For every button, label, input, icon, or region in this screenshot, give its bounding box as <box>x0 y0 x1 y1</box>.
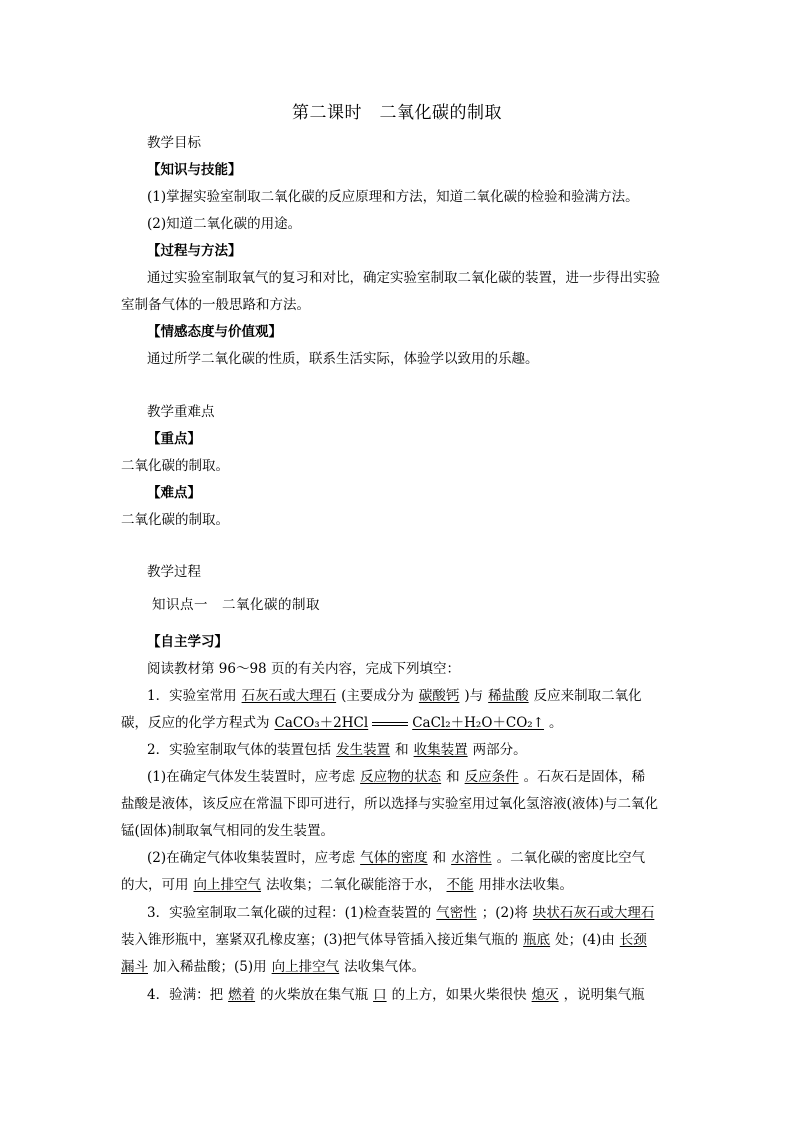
q3-text: 3．实验室制取二氧化碳的过程：(1)检查装置的 <box>147 905 432 921</box>
question-1-line-2 <box>121 713 691 733</box>
knowledge-point-heading: 知识点一 二氧化碳的制取 <box>152 597 320 613</box>
q2-answer-state: 反应物的状态 <box>360 769 442 785</box>
difficulty-text: 二氧化碳的制取。 <box>121 512 229 528</box>
q1-text: (主要成分为 <box>341 688 414 704</box>
equation-products: CaCl₂＋H₂O＋CO₂↑ <box>412 715 545 731</box>
q2-text: 法收集；二氧化碳能溶于水， <box>266 877 442 893</box>
knowledge-item-2: (2)知道二氧化碳的用途。 <box>147 216 302 232</box>
question-2-part-1-line-1 <box>147 767 687 787</box>
q1-answer-material: 石灰石或大理石 <box>241 688 337 704</box>
question-3-line-3 <box>121 957 691 977</box>
q2-answer-cannot: 不能 <box>446 877 474 893</box>
difficulty-heading: 【难点】 <box>147 485 201 501</box>
q2-text: (2)在确定气体收集装置时，应考虑 <box>147 850 356 866</box>
q3-answer-airtightness: 气密性 <box>436 905 477 921</box>
question-3-line-2 <box>121 930 691 950</box>
objectives-heading: 教学目标 <box>147 135 201 151</box>
focus-text: 二氧化碳的制取。 <box>121 458 229 474</box>
q3-text: 法收集气体。 <box>344 959 426 975</box>
q2-text: 。石灰石是固体，稀 <box>523 769 646 785</box>
q1-text: )与 <box>464 688 484 704</box>
q2-text: 和 <box>432 850 447 866</box>
q2-text: (1)在确定气体发生装置时，应考虑 <box>147 769 356 785</box>
q4-text: 的火柴放在集气瓶 <box>260 987 369 1003</box>
self-study-heading: 【自主学习】 <box>147 634 228 650</box>
question-2-part-2-line-1 <box>147 848 687 868</box>
q2-answer-generator: 发生装置 <box>336 742 391 758</box>
q1-text: 碳，反应的化学方程式为 <box>121 715 270 731</box>
q1-text: 反应来制取二氧化 <box>533 688 642 704</box>
q2-text: 用排水法收集。 <box>478 877 573 893</box>
q2-text: 两部分。 <box>472 742 527 758</box>
emotion-text: 通过所学二氧化碳的性质，联系生活实际，体验学以致用的乐趣。 <box>147 351 539 367</box>
q2-answer-density: 气体的密度 <box>360 850 428 866</box>
q4-text: ，说明集气瓶 <box>563 987 645 1003</box>
equation-reactants: CaCO₃＋2HCl <box>274 715 369 731</box>
q3-answer-bottom: 瓶底 <box>523 932 551 948</box>
q1-answer-component: 碳酸钙 <box>418 688 460 704</box>
question-2-part-1-line-3: 锰(固体)制取氧气相同的发生装置。 <box>121 823 335 839</box>
q2-text: 2．实验室制取气体的装置包括 <box>147 742 332 758</box>
q2-text: 的大，可用 <box>121 877 189 893</box>
process-section-heading: 教学过程 <box>147 564 201 580</box>
key-points-heading: 教学重难点 <box>147 404 215 420</box>
emotion-heading: 【情感态度与价值观】 <box>147 324 282 340</box>
page-title: 第二课时 二氧化碳的制取 <box>292 103 502 123</box>
q3-text: 装入锥形瓶中，塞紧双孔橡皮塞；(3)把气体导管插入接近集气瓶的 <box>121 932 519 948</box>
q3-answer-funnel-part-2: 漏斗 <box>121 959 148 975</box>
equals-sign <box>372 719 408 729</box>
q1-text: 。 <box>549 715 563 731</box>
process-text-1: 通过实验室制取氧气的复习和对比，确定实验室制取二氧化碳的装置，进一步得出实验 <box>147 270 660 286</box>
reading-instruction: 阅读教材第 96～98 页的有关内容，完成下列填空： <box>147 661 460 677</box>
knowledge-item-1: (1)掌握实验室制取二氧化碳的反应原理和方法，知道二氧化碳的检验和验满方法。 <box>147 189 639 205</box>
q2-answer-collector: 收集装置 <box>413 742 468 758</box>
q1-equation <box>270 715 550 731</box>
q3-answer-funnel-part-1: 长颈 <box>619 932 647 948</box>
question-1-line-1 <box>147 686 687 706</box>
q2-answer-solubility: 水溶性 <box>451 850 492 866</box>
q4-answer-burning: 燃着 <box>228 987 256 1003</box>
question-3-line-1 <box>147 903 687 923</box>
q2-answer-method: 向上排空气 <box>193 877 261 893</box>
q4-text: 的上方，如果火柴很快 <box>391 987 527 1003</box>
q1-text: 1．实验室常用 <box>147 688 237 704</box>
q2-text: 。二氧化碳的密度比空气 <box>496 850 646 866</box>
focus-heading: 【重点】 <box>147 431 201 447</box>
q3-answer-solid: 块状石灰石或大理石 <box>532 905 655 921</box>
q3-text: ；(2)将 <box>481 905 528 921</box>
question-2-part-2-line-2 <box>121 875 691 895</box>
question-4-line-1 <box>147 985 687 1005</box>
q2-text: 和 <box>395 742 409 758</box>
q3-answer-method: 向上排空气 <box>271 959 340 975</box>
process-text-2: 室制备气体的一般思路和方法。 <box>121 297 310 313</box>
q4-answer-mouth: 口 <box>373 987 387 1003</box>
question-2-part-1-line-2: 盐酸是液体，该反应在常温下即可进行，所以选择与实验室用过氧化氢溶液(液体)与二氧化 <box>121 796 659 812</box>
q2-text: 和 <box>446 769 460 785</box>
knowledge-heading: 【知识与技能】 <box>147 162 242 178</box>
question-2-line-1 <box>147 740 687 760</box>
q1-answer-acid: 稀盐酸 <box>488 688 529 704</box>
q3-text: 处；(4)由 <box>555 932 615 948</box>
q2-answer-condition: 反应条件 <box>464 769 519 785</box>
q3-text: 加入稀盐酸；(5)用 <box>153 959 267 975</box>
process-heading: 【过程与方法】 <box>147 243 242 259</box>
q4-answer-extinguish: 熄灭 <box>531 987 559 1003</box>
q4-text: 4．验满：把 <box>147 987 224 1003</box>
